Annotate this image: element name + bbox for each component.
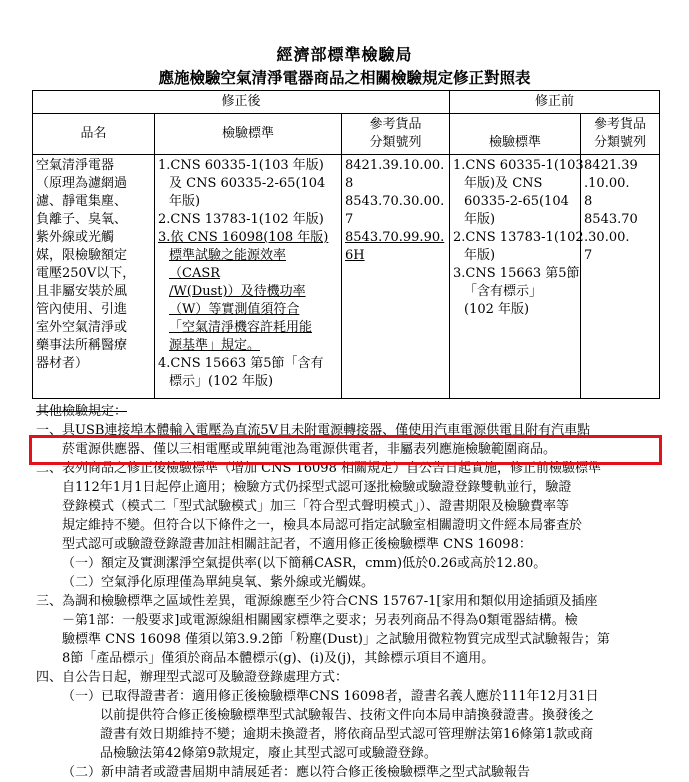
- old-ref-cell: [581, 155, 660, 399]
- old-ref-line: 8543.70: [584, 212, 638, 227]
- old-std-line: 60335-2-65(104: [464, 194, 569, 209]
- std-line-added: （CASR: [169, 266, 221, 281]
- col-ref-old-header-l2: 分類號列: [594, 135, 647, 150]
- ref-line-added: 6H: [345, 248, 365, 263]
- std-line: 年版): [169, 194, 201, 209]
- name-line: 空氣清淨電器: [36, 158, 115, 173]
- note-line: 以前提供符合修正後檢驗標準型式試驗報告、技術文件向本局申請換發證書。換發後之: [100, 708, 595, 723]
- old-std-line: 年版)及 CNS: [464, 176, 543, 191]
- ref-line-added: 8543.70.99.90.: [345, 230, 445, 245]
- before-header: 修正前: [450, 91, 660, 114]
- note-line: 8節「產品標示」僅須於商品本體標示(g)、(i)及(j)，其餘標示項目不適用。: [62, 651, 495, 666]
- note-line: 規定維持不變。但符合以下條件之一，檢具本局認可指定試驗室相關證明文件經本局審查於: [62, 518, 583, 533]
- name-line: 室外空氣清淨或: [36, 320, 128, 335]
- note-line: （一）額定及實測潔淨空氣提供率(以下簡稱CASR，cmm)低於0.26或高於12.80。: [62, 556, 547, 571]
- old-std-line: 年版): [464, 248, 496, 263]
- old-std-line: 「含有標示」: [464, 284, 543, 299]
- old-std-line: 2.CNS 13783-1(102: [453, 230, 584, 245]
- note-line: 品檢驗法第42條第9款規定，廢止其型式認可或驗證登錄。: [100, 746, 437, 761]
- col-ref-header-l2: 分類號列: [369, 135, 422, 150]
- std-line: 1.CNS 60335-1(103 年版): [158, 158, 324, 173]
- old-std-line: 年版): [464, 212, 496, 227]
- std-line-added: 標準試驗之能源效率: [169, 248, 287, 263]
- note-line: 四、自公告日起，辦理型式認可及驗證登錄處理方式：: [36, 670, 349, 685]
- note-line: （二）新申請者或證書屆期申請展延者：應以符合修正後檢驗標準之型式試驗報告: [62, 765, 531, 780]
- note-line: （一）已取得證書者：適用修正後檢驗標準CNS 16098者，證書名義人應於111年12月31日: [62, 689, 599, 704]
- col-ref-header-l1: 參考貨品: [369, 117, 422, 132]
- std-line-added: /W(Dust)）及待機功率: [169, 284, 306, 299]
- notes-heading: 其他檢驗規定：: [36, 404, 128, 419]
- name-line: 紫外線或光觸: [36, 230, 115, 245]
- name-line: 媒，限檢驗額定: [36, 248, 128, 263]
- std-line-added: （W）等實測值須符合: [169, 302, 300, 317]
- name-line: 藥事法所稱醫療: [36, 338, 128, 353]
- ref-line: 8543.70.30.00.: [345, 194, 445, 209]
- after-header: 修正後: [33, 91, 450, 114]
- product-name-cell: [33, 155, 155, 399]
- old-ref-line: .10.00.: [584, 176, 630, 191]
- std-line: 4.CNS 15663 第5節「含有: [158, 356, 324, 371]
- old-ref-line: 8: [584, 194, 593, 209]
- ref-line: 8421.39.10.00.: [345, 158, 445, 173]
- note-line: 驗標準 CNS 16098 僅須以第3.9.2節「粉塵(Dust)」之試驗用微粒物質完成型式試驗報告；第: [62, 632, 610, 647]
- old-ref-line: 8421.39: [584, 158, 638, 173]
- col-ref-old-header: [581, 114, 660, 155]
- col-standard-header: 檢驗標準: [155, 114, 342, 155]
- ref-line: 8: [345, 176, 354, 191]
- note-line: 一、具USB連接埠本體輸入電壓為直流5V且未附電源轉接器、僅使用汽車電源供電且附有汽車點: [36, 423, 591, 438]
- name-line: 且非屬安裝於風: [36, 284, 128, 299]
- note-line: －第1部：一般要求]或電源線組相關國家標準之要求；另表列商品不得為0類電器結構。檢: [62, 613, 578, 628]
- note-line: 二、表列商品之修正後檢驗標準（增加 CNS 16098 相關規定）自公告日起實施，修正前檢驗標準: [36, 461, 601, 476]
- name-line: （原理為濾網過: [36, 176, 128, 191]
- note-line: 型式認可或驗證登錄證書加註相關註記者，不適用修正後檢驗標準 CNS 16098：: [62, 537, 532, 552]
- col-name-header: 品名: [33, 114, 155, 155]
- old-standard-cell: [450, 155, 584, 399]
- note-line: （二）空氣淨化原理僅為單純臭氧、紫外線或光觸媒。: [62, 575, 375, 590]
- std-line-added: 源基準」規定。: [169, 338, 261, 353]
- note-line: 證書有效日期維持不變；逾期未換證者，將依商品型式認可管理辦法第16條第1款或商: [100, 727, 593, 742]
- col-ref-old-header-l1: 參考貨品: [594, 117, 647, 132]
- new-standard-cell: [155, 155, 342, 399]
- old-std-line: (102 年版): [464, 302, 530, 317]
- new-ref-cell: [342, 155, 450, 399]
- name-line: 濾、靜電集塵、: [36, 194, 128, 209]
- note-line: 三、為調和檢驗標準之區域性差異，電源線應至少符合CNS 15767-1[家用和類似用途插頭及插座: [36, 594, 598, 609]
- old-std-line: 1.CNS 60335-1(103: [453, 158, 584, 173]
- old-ref-line: 7: [584, 248, 593, 263]
- name-line: 電壓250V以下，: [36, 266, 136, 281]
- std-line-added: 「空氣清淨機容許耗用能: [169, 320, 313, 335]
- col-ref-header: [342, 114, 450, 155]
- old-std-line: 3.CNS 15663 第5節: [453, 266, 580, 281]
- std-line: 2.CNS 13783-1(102 年版): [158, 212, 324, 227]
- ref-line: 7: [345, 212, 354, 227]
- std-line: 及 CNS 60335-2-65(104: [169, 176, 326, 191]
- org-title: 經濟部標準檢驗局: [276, 45, 413, 64]
- name-line: 管內使用、引進: [36, 302, 128, 317]
- note-line: 自112年1月1日起停止適用；檢驗方式仍採型式認可逐批檢驗或驗證登錄雙軌並行，驗證: [62, 480, 572, 495]
- highlight-box: [29, 435, 662, 465]
- document-title: 應施檢驗空氣清淨電器商品之相關檢驗規定修正對照表: [158, 68, 531, 87]
- note-line: 菸電源供應器、僅以三相電壓或單純電池為電源供電者，非屬表列應施檢驗範圍商品。: [62, 442, 557, 457]
- std-line-added: 3.依 CNS 16098(108 年版): [158, 230, 329, 245]
- name-line: 負離子、臭氧、: [36, 212, 128, 227]
- std-line: 標示」(102 年版): [169, 374, 274, 389]
- comparison-table: [32, 90, 660, 399]
- col-standard-old-header: 檢驗標準: [450, 114, 581, 155]
- name-line: 器材者）: [36, 356, 89, 371]
- old-ref-line: .30.00.: [584, 230, 630, 245]
- note-line: 登錄模式（模式二「型式試驗模式」加三「符合型式聲明模式」）、證書期限及檢驗費率等: [62, 499, 570, 514]
